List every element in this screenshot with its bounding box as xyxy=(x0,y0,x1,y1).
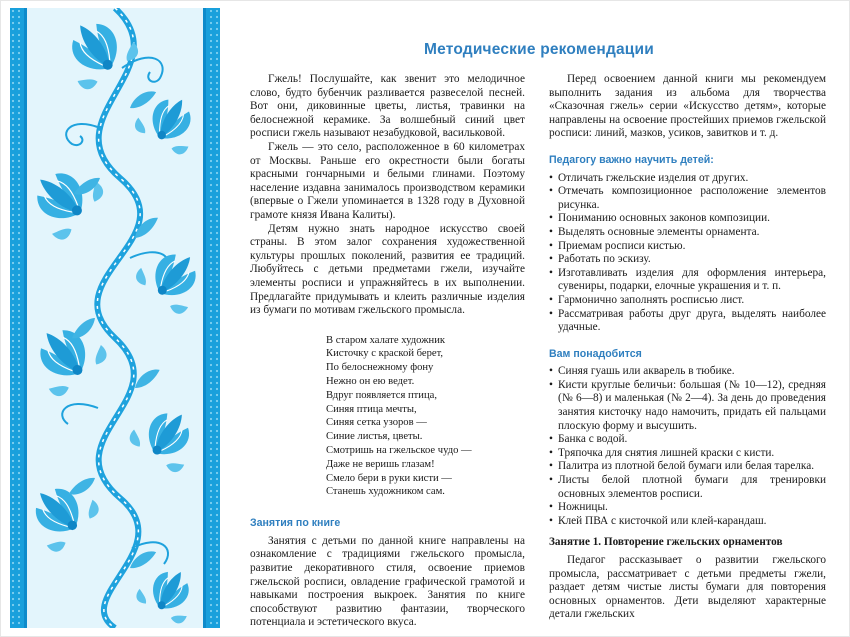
bullet: • xyxy=(549,365,553,378)
bullet: • xyxy=(549,474,553,487)
list-item: • Приемам росписи кистью. xyxy=(549,239,686,252)
bullet: • xyxy=(549,239,553,252)
list-item: • Палитра из плотной белой бумаги или белая тарелка. xyxy=(549,460,815,473)
lesson1-heading: Занятие 1. Повторение гжельских орнаментов xyxy=(549,536,783,549)
list-item: • Отмечать композиционное расположение элементов рисунка. xyxy=(549,185,826,211)
poem-line: Смело бери в руки кисти — xyxy=(326,472,452,484)
bullet: • xyxy=(549,225,553,238)
list-item: • Тряпочка для снятия лишней краски с кисти. xyxy=(549,446,775,459)
list-item: • Листы белой плотной бумаги для тренировки основных элементов росписи. xyxy=(549,474,826,500)
list-item: • Работать по эскизу. xyxy=(549,253,651,266)
bullet: • xyxy=(549,433,553,446)
poem xyxy=(326,334,525,500)
teacher-list xyxy=(549,172,826,335)
bullet: • xyxy=(549,446,553,459)
list-item: • Банка с водой. xyxy=(549,433,628,446)
poem-line: По белоснежному фону xyxy=(326,362,434,374)
bullet: • xyxy=(549,212,553,225)
intro-paragraph-3: Детям нужно знать народное искусство своей страны. В этом залог сохранения художественной культуры прошлых поколений, развития ее традиций. Любуйтесь с детьми предметами гжели, изучайте элементы росписи и упражняйтесь в их выполнении. Предлагайте придумывать и клеить различные изделия из бумаги по мотивам гжельского промысла. xyxy=(250,222,525,317)
intro-paragraph-2: Гжель — это село, расположенное в 60 километрах от Москвы. Раньше его окрестности были богаты красными гончарными и белыми глинами. Поэтому население издавна занималось производством керамики (впервые о Гжели упоминается в 1328 году в Духовной грамоте князя Ивана Калиты). xyxy=(250,140,525,221)
list-item: • Пониманию основных законов композиции. xyxy=(549,212,770,225)
poem-line: Синяя сетка узоров — xyxy=(326,417,427,429)
bullet: • xyxy=(549,171,553,184)
list-item: • Кисти круглые беличьи: большая (№ 10—12), средняя (№ 6—8) и маленькая (№ 2—4). За день до проведения занятия кисточку надо намочить, придать ей пальцами плоскую форму и высушить. xyxy=(549,378,826,432)
bullet: • xyxy=(549,253,553,266)
list-item: • Отличать гжельские изделия от других. xyxy=(549,171,749,184)
poem-line: Кисточку с краской берет, xyxy=(326,348,444,360)
list-item: • Ножницы. xyxy=(549,501,608,514)
list-item: • Клей ПВА с кисточкой или клей-карандаш. xyxy=(549,514,767,527)
poem-line: Синяя птица мечты, xyxy=(326,403,417,415)
bullet: • xyxy=(549,514,553,527)
poem-line: Смотришь на гжельское чудо — xyxy=(326,445,472,457)
teacher-heading: Педагогу важно научить детей: xyxy=(549,153,714,166)
right-column xyxy=(549,73,826,622)
list-item: • Гармонично заполнять росписью лист. xyxy=(549,293,745,306)
list-item: • Изготавливать изделия для оформления интерьера, сувениры, подарки, елочные украшения и т. п. xyxy=(549,266,826,293)
bullet: • xyxy=(549,293,553,306)
lessons-paragraph: Занятия с детьми по данной книге направлены на ознакомление с традициями гжельского промысла, развитие декоративного стиля, освоение приемов гжельской росписи, овладение графической грамотой и навыками построения выкроек. Занятия по книге способствуют развитию фантазии, творческого потенциала и эстетического вкуса. xyxy=(250,534,525,629)
list-item: • Синяя гуашь или акварель в тюбике. xyxy=(549,365,735,378)
bullet: • xyxy=(549,185,553,198)
lessons-heading: Занятия по книге xyxy=(250,517,341,530)
poem-line: В старом халате художник xyxy=(326,334,446,346)
poem-line: Нежно он ею ведет. xyxy=(326,376,415,388)
list-item: • Выделять основные элементы орнамента. xyxy=(549,225,760,238)
bullet: • xyxy=(549,307,553,320)
floral-ornament-icon xyxy=(10,8,220,628)
bullet: • xyxy=(549,266,553,279)
bullet: • xyxy=(549,460,553,473)
intro-paragraph-1: Гжель! Послушайте, как звенит это мелодичное слово, будто бубенчик разливается развеселой песней. Вот они, диковинные цветы, листья, травинки на белоснежной керамике. За волшебный синий цвет росписи гжель называют незабудковой, васильковой. xyxy=(250,73,525,140)
poem-line: Станешь художником сам. xyxy=(326,486,445,498)
needs-heading: Вам понадобится xyxy=(549,347,642,360)
left-column xyxy=(250,73,525,630)
right-intro-paragraph: Перед освоением данной книги мы рекомендуем выполнить задания из альбома для творчества «Сказочная гжель» серии «Искусство детям», которые направлены на освоение простейших приемов гжельской росписи: линий, мазков, усиков, завитков и т. д. xyxy=(549,73,826,140)
needs-list xyxy=(549,365,826,528)
bullet: • xyxy=(549,378,553,391)
bullet: • xyxy=(549,501,553,514)
page-title: Методические рекомендации xyxy=(424,41,654,58)
gzhel-ornament-border xyxy=(10,8,220,628)
poem-line: Синие листья, цветы. xyxy=(326,431,423,443)
lesson1-paragraph: Педагог рассказывает о развитии гжельского промысла, рассматривает с детьми предметы гжели, раздает детям чистые листы бумаги для повторения основных орнаментов. Дети выделяют характерные детали гжельских xyxy=(549,554,826,621)
poem-line: Даже не веришь глазам! xyxy=(326,458,435,470)
list-item: • Рассматривая работы друг друга, выделять наиболее удачные. xyxy=(549,307,826,334)
poem-line: Вдруг появляется птица, xyxy=(326,389,437,401)
